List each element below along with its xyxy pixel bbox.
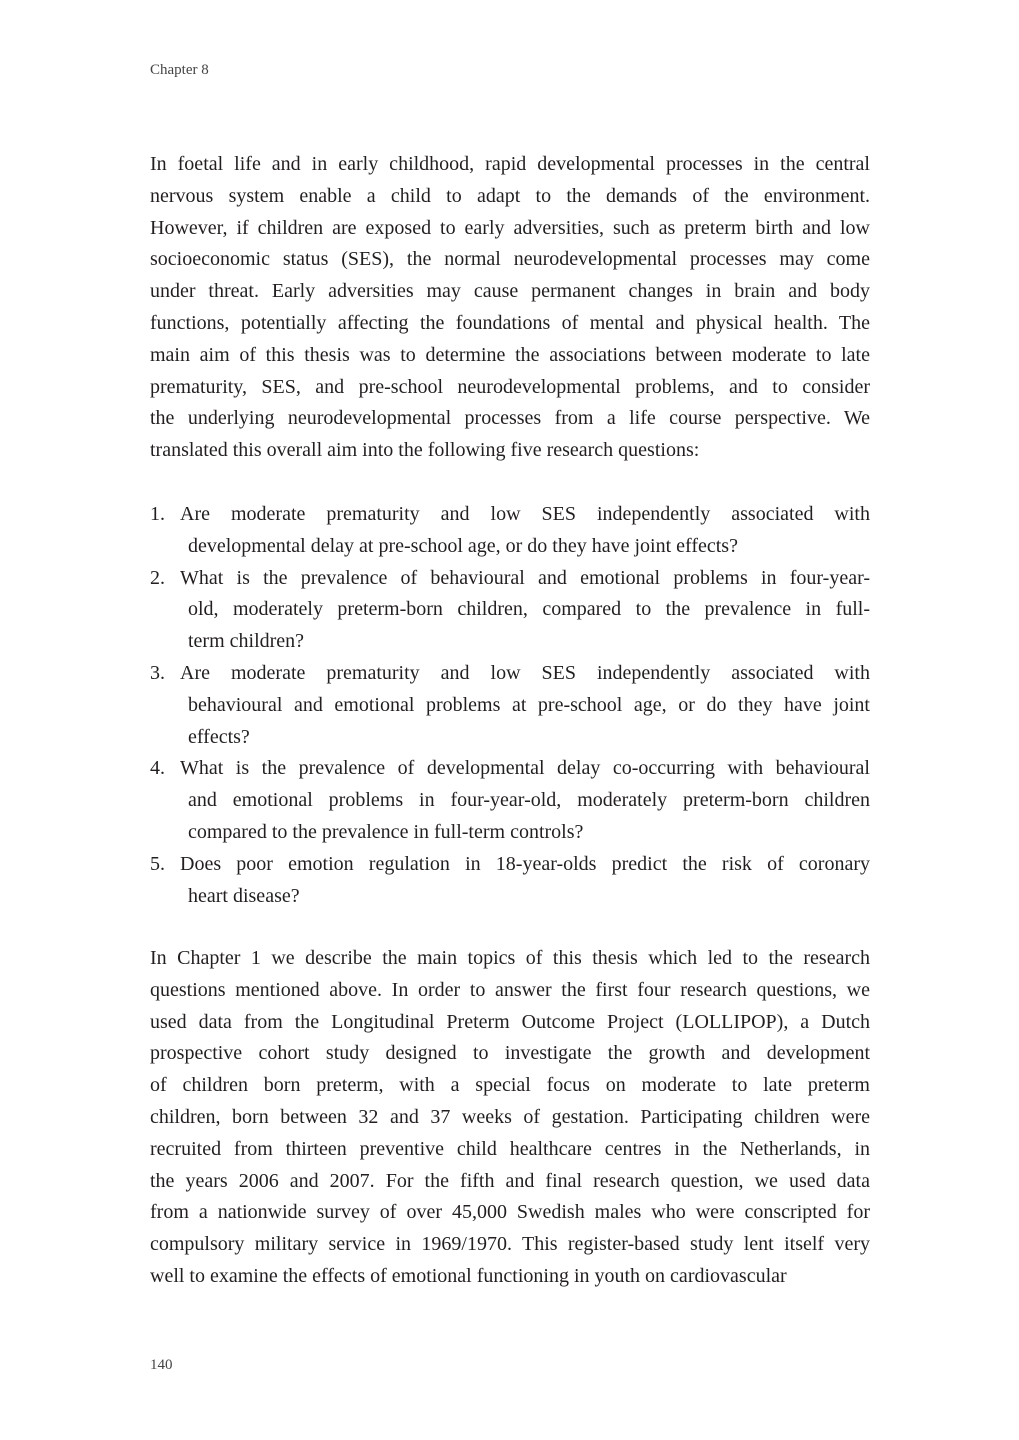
list-item bbox=[150, 658, 870, 753]
text-line: compared to the prevalence in full-term controls? bbox=[188, 820, 584, 843]
text-line: recruited from thirteen preventive child healthcare centres in the Netherlands, in bbox=[150, 1137, 870, 1160]
text-line: What is the prevalence of behavioural and emotional problems in four-year- bbox=[180, 566, 870, 589]
text-line: Are moderate prematurity and low SES independently associated with bbox=[180, 661, 870, 684]
text-line: main aim of this thesis was to determine the associations between moderate to late bbox=[150, 343, 870, 366]
list-item bbox=[150, 499, 870, 563]
text-line: socioeconomic status (SES), the normal neurodevelopmental processes may come bbox=[150, 248, 870, 271]
text-line: well to examine the effects of emotional functioning in youth on cardiovascular bbox=[150, 1264, 787, 1287]
text-line: However, if children are exposed to early adversities, such as preterm birth and low bbox=[150, 216, 870, 239]
research-questions-list bbox=[150, 499, 870, 912]
running-head: Chapter 8 bbox=[150, 62, 209, 78]
text-line: questions mentioned above. In order to answer the first four research questions, we bbox=[150, 978, 870, 1001]
text-line: functions, potentially affecting the foundations of mental and physical health. The bbox=[150, 311, 870, 334]
text-line: term children? bbox=[188, 630, 305, 653]
page-number: 140 bbox=[150, 1357, 173, 1373]
text-line: In Chapter 1 we describe the main topics of this thesis which led to the research bbox=[150, 947, 870, 969]
text-line: In foetal life and in early childhood, rapid developmental processes in the central bbox=[150, 153, 870, 175]
text-line: from a nationwide survey of over 45,000 Swedish males who were conscripted for bbox=[150, 1201, 870, 1224]
text-line: developmental delay at pre-school age, or do they have joint effects? bbox=[188, 534, 738, 557]
paragraph-intro bbox=[150, 149, 870, 467]
text-line: compulsory military service in 1969/1970. This register-based study lent itself very bbox=[150, 1233, 870, 1256]
text-line: the underlying neurodevelopmental processes from a life course perspective. We bbox=[150, 407, 870, 430]
list-number: 5. bbox=[150, 852, 165, 875]
text-line: translated this overall aim into the following five research questions: bbox=[150, 439, 700, 462]
text-line: the years 2006 and 2007. For the fifth and final research question, we used data bbox=[150, 1169, 870, 1192]
list-item bbox=[150, 753, 870, 848]
text-line: used data from the Longitudinal Preterm Outcome Project (LOLLIPOP), a Dutch bbox=[150, 1010, 870, 1033]
text-line: Does poor emotion regulation in 18-year-olds predict the risk of coronary bbox=[180, 852, 870, 875]
text-line: What is the prevalence of developmental delay co-occurring with behavioural bbox=[180, 757, 870, 780]
list-number: 4. bbox=[150, 757, 165, 780]
text-line: under threat. Early adversities may cause permanent changes in brain and body bbox=[150, 280, 870, 303]
list-number: 1. bbox=[150, 503, 165, 525]
list-item bbox=[150, 849, 870, 913]
text-line: old, moderately preterm-born children, compared to the prevalence in full- bbox=[188, 598, 870, 621]
paragraph-methods bbox=[150, 943, 870, 1293]
text-line: children, born between 32 and 37 weeks of gestation. Participating children were bbox=[150, 1105, 870, 1128]
text-line: of children born preterm, with a special focus on moderate to late preterm bbox=[150, 1074, 870, 1097]
list-number: 2. bbox=[150, 566, 165, 589]
text-line: prematurity, SES, and pre-school neurodevelopmental problems, and to consider bbox=[150, 375, 870, 398]
list-item bbox=[150, 563, 870, 658]
text-line: prospective cohort study designed to investigate the growth and development bbox=[150, 1042, 870, 1065]
text-line: effects? bbox=[188, 725, 250, 748]
text-line: and emotional problems in four-year-old, moderately preterm-born children bbox=[188, 789, 870, 812]
list-number: 3. bbox=[150, 661, 165, 684]
text-line: heart disease? bbox=[188, 884, 300, 907]
text-line: nervous system enable a child to adapt to the demands of the environment. bbox=[150, 184, 870, 207]
text-line: Are moderate prematurity and low SES independently associated with bbox=[180, 503, 870, 525]
text-line: behavioural and emotional problems at pre-school age, or do they have joint bbox=[188, 693, 870, 716]
